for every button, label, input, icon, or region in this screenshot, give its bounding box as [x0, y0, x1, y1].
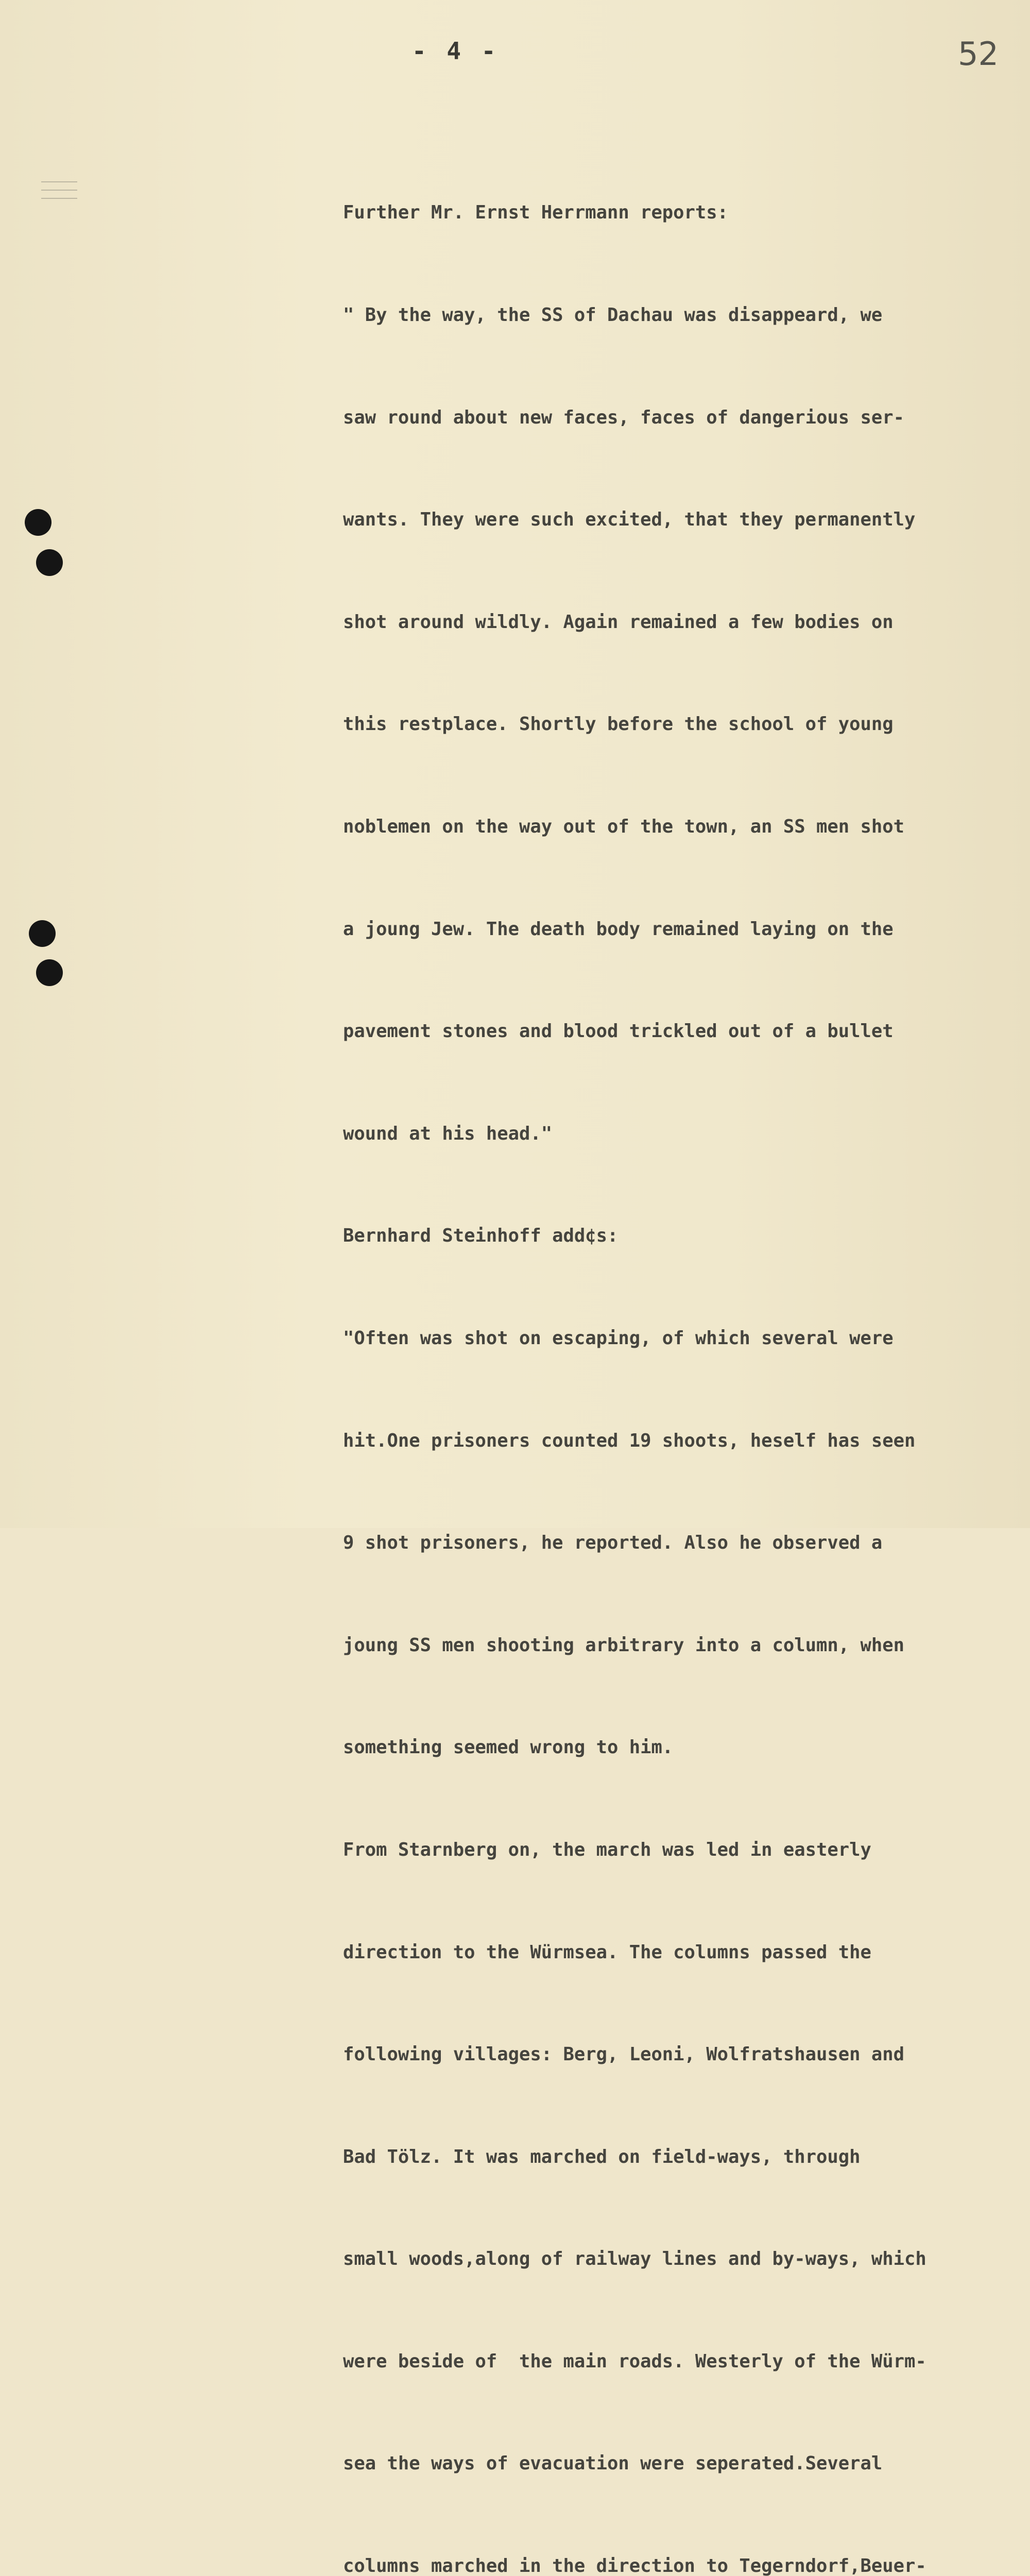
margin-mark	[41, 190, 77, 191]
text-line: Bernhard Steinhoff add¢s:	[343, 1225, 619, 1247]
text-line: direction to the Würmsea. The columns passed the	[343, 1941, 871, 1963]
text-line: "Often was shot on escaping, of which several were	[343, 1327, 894, 1349]
page-number: - 4 -	[412, 37, 499, 65]
text-line: sea the ways of evacuation were seperated.Several	[343, 2453, 883, 2475]
text-line: " By the way, the SS of Dachau was disappeard, we	[343, 304, 883, 326]
body-text	[343, 128, 1023, 2576]
folio-number: 52	[958, 35, 999, 73]
punch-hole	[36, 959, 63, 986]
text-line: shot around wildly. Again remained a few bodies on	[343, 611, 894, 633]
text-line: hit.One prisoners counted 19 shoots, heself has seen	[343, 1430, 916, 1451]
text-line: were beside of the main roads. Westerly of the Würm-	[343, 2350, 926, 2372]
margin-mark	[41, 198, 77, 199]
text-line: Bad Tölz. It was marched on field-ways, through	[343, 2146, 861, 2167]
text-line: noblemen on the way out of the town, an SS men shot	[343, 816, 905, 837]
punch-hole	[29, 920, 56, 947]
text-line: wants. They were such excited, that they permanently	[343, 509, 916, 531]
text-line: this restplace. Shortly before the school of young	[343, 714, 894, 735]
text-line: small woods,along of railway lines and by-ways, which	[343, 2248, 926, 2270]
text-line: Further Mr. Ernst Herrmann reports:	[343, 202, 729, 224]
text-line: saw round about new faces, faces of dangerious ser-	[343, 406, 905, 428]
text-line: something seemed wrong to him.	[343, 1737, 674, 1758]
text-line: columns marched in the direction to Tegerndorf,Beuer-	[343, 2555, 926, 2576]
text-line: a joung Jew. The death body remained laying on the	[343, 918, 894, 940]
text-line: From Starnberg on, the march was led in easterly	[343, 1839, 871, 1860]
text-line: joung SS men shooting arbitrary into a column, when	[343, 1634, 905, 1656]
punch-hole	[36, 549, 63, 576]
margin-mark	[41, 181, 77, 182]
text-line: pavement stones and blood trickled out of a bullet	[343, 1021, 894, 1042]
text-line: wound at his head."	[343, 1123, 553, 1144]
text-line: 9 shot prisoners, he reported. Also he observed a	[343, 1532, 883, 1554]
text-line: following villages: Berg, Leoni, Wolfratshausen and	[343, 2044, 905, 2065]
punch-hole	[25, 509, 52, 536]
